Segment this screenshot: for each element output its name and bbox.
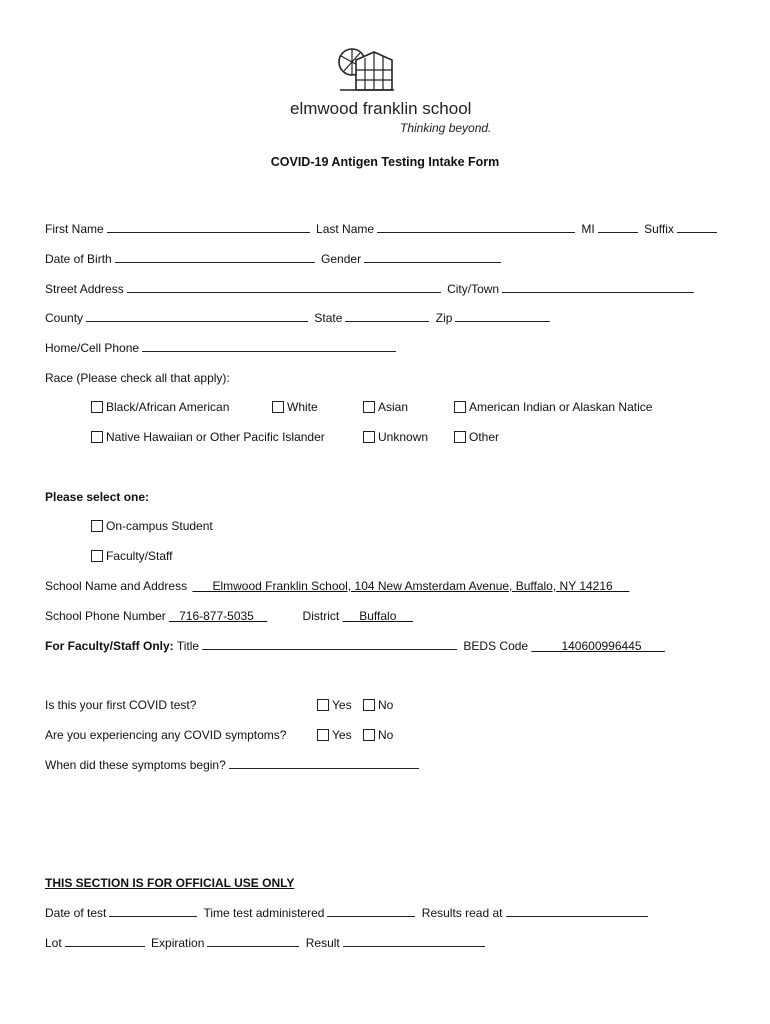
race-option-label: American Indian or Alaskan Natice — [469, 400, 653, 414]
checkbox[interactable] — [272, 401, 284, 413]
dob-label: Date of Birth — [45, 252, 112, 266]
school-name-label: School Name and Address — [45, 579, 188, 593]
street-field[interactable] — [127, 281, 441, 293]
county-label: County — [45, 311, 84, 325]
checkbox[interactable] — [363, 729, 375, 741]
race-option-pacific[interactable] — [91, 429, 325, 445]
date-of-test-field[interactable] — [109, 905, 197, 917]
first-name-field[interactable] — [107, 221, 310, 233]
faculty-only-row — [45, 638, 665, 654]
symptoms-yes[interactable] — [317, 727, 352, 743]
city-label: City/Town — [447, 282, 500, 296]
result-field[interactable] — [343, 935, 485, 947]
race-option-label: White — [287, 400, 318, 414]
phone-row — [45, 340, 399, 356]
state-label: State — [314, 311, 343, 325]
checkbox[interactable] — [317, 699, 329, 711]
county-field[interactable] — [86, 310, 308, 322]
date-of-test-label: Date of test — [45, 906, 107, 920]
faculty-only-label: For Faculty/Staff Only: — [45, 639, 174, 653]
yes-label: Yes — [332, 698, 352, 712]
school-phone-row — [45, 608, 413, 624]
beds-code-label: BEDS Code — [463, 639, 529, 653]
title-label: Title — [176, 639, 200, 653]
beds-code-value[interactable]: 140600996445 — [561, 639, 642, 653]
dob-field[interactable] — [115, 251, 315, 263]
gender-field[interactable] — [364, 251, 501, 263]
symptoms-question: Are you experiencing any COVID symptoms? — [45, 728, 287, 742]
mi-field[interactable] — [598, 221, 638, 233]
last-name-label: Last Name — [316, 222, 375, 236]
race-option-label: Unknown — [378, 430, 429, 444]
official-use-heading: THIS SECTION IS FOR OFFICIAL USE ONLY — [45, 876, 295, 890]
school-name-value[interactable]: Elmwood Franklin School, 104 New Amsterdam Avenue, Buffalo, NY 14216 — [212, 579, 613, 593]
symptoms-begin-field[interactable] — [229, 757, 419, 769]
no-label: No — [378, 728, 394, 742]
race-option-asian[interactable] — [363, 399, 408, 415]
school-tagline: Thinking beyond. — [400, 121, 492, 135]
first-test-no[interactable] — [363, 697, 393, 713]
school-logo — [290, 44, 490, 140]
expiration-field[interactable] — [207, 935, 299, 947]
race-option-unknown[interactable] — [363, 429, 428, 445]
checkbox[interactable] — [91, 401, 103, 413]
checkbox[interactable] — [91, 520, 103, 532]
dob-row — [45, 251, 504, 267]
gender-label: Gender — [321, 252, 362, 266]
checkbox[interactable] — [363, 699, 375, 711]
school-name: elmwood franklin school — [290, 99, 472, 118]
address-row — [45, 281, 697, 297]
option-label: Faculty/Staff — [106, 549, 173, 563]
official-test-row — [45, 905, 651, 921]
expiration-label: Expiration — [151, 936, 205, 950]
phone-field[interactable] — [142, 340, 396, 352]
symptoms-begin-row — [45, 757, 422, 773]
school-name-row — [45, 578, 629, 594]
checkbox[interactable] — [363, 431, 375, 443]
state-field[interactable] — [345, 310, 429, 322]
option-faculty-staff[interactable] — [91, 548, 172, 564]
checkbox[interactable] — [454, 401, 466, 413]
race-option-label: Asian — [378, 400, 409, 414]
checkbox[interactable] — [363, 401, 375, 413]
school-phone-label: School Phone Number — [45, 609, 166, 623]
lot-label: Lot — [45, 936, 62, 950]
checkbox[interactable] — [91, 431, 103, 443]
suffix-field[interactable] — [677, 221, 717, 233]
street-label: Street Address — [45, 282, 124, 296]
result-label: Result — [305, 936, 340, 950]
first-name-label: First Name — [45, 222, 104, 236]
first-test-yes[interactable] — [317, 697, 352, 713]
race-option-label: Other — [469, 430, 500, 444]
race-option-other[interactable] — [454, 429, 499, 445]
city-field[interactable] — [502, 281, 694, 293]
school-phone-value[interactable]: 716-877-5035 — [179, 609, 254, 623]
title-field[interactable] — [202, 638, 457, 650]
form-title: COVID-19 Antigen Testing Intake Form — [270, 155, 500, 169]
district-value[interactable]: Buffalo — [359, 609, 397, 623]
results-read-label: Results read at — [421, 906, 503, 920]
last-name-field[interactable] — [377, 221, 575, 233]
race-prompt: Race (Please check all that apply): — [45, 371, 230, 385]
select-one-heading: Please select one: — [45, 490, 150, 504]
no-label: No — [378, 698, 394, 712]
symptoms-begin-label: When did these symptoms begin? — [45, 758, 226, 772]
phone-label: Home/Cell Phone — [45, 341, 140, 355]
checkbox[interactable] — [454, 431, 466, 443]
time-administered-field[interactable] — [327, 905, 415, 917]
yes-label: Yes — [332, 728, 352, 742]
mi-label: MI — [581, 222, 595, 236]
checkbox[interactable] — [91, 550, 103, 562]
option-on-campus-student[interactable] — [91, 518, 213, 534]
checkbox[interactable] — [317, 729, 329, 741]
zip-label: Zip — [435, 311, 453, 325]
first-test-question: Is this your first COVID test? — [45, 698, 197, 712]
zip-field[interactable] — [455, 310, 550, 322]
official-lot-row — [45, 935, 488, 951]
race-option-black[interactable] — [91, 399, 229, 415]
school-logo-icon — [336, 44, 396, 94]
symptoms-no[interactable] — [363, 727, 393, 743]
lot-field[interactable] — [65, 935, 145, 947]
results-read-field[interactable] — [506, 905, 648, 917]
name-row — [45, 221, 720, 237]
race-option-native-american[interactable] — [454, 399, 652, 415]
race-option-white[interactable] — [272, 399, 318, 415]
race-option-label: Black/African American — [106, 400, 230, 414]
time-administered-label: Time test administered — [203, 906, 325, 920]
option-label: On-campus Student — [106, 519, 213, 533]
county-row — [45, 310, 553, 326]
race-option-label: Native Hawaiian or Other Pacific Islander — [106, 430, 325, 444]
district-label: District — [302, 609, 340, 623]
suffix-label: Suffix — [644, 222, 674, 236]
